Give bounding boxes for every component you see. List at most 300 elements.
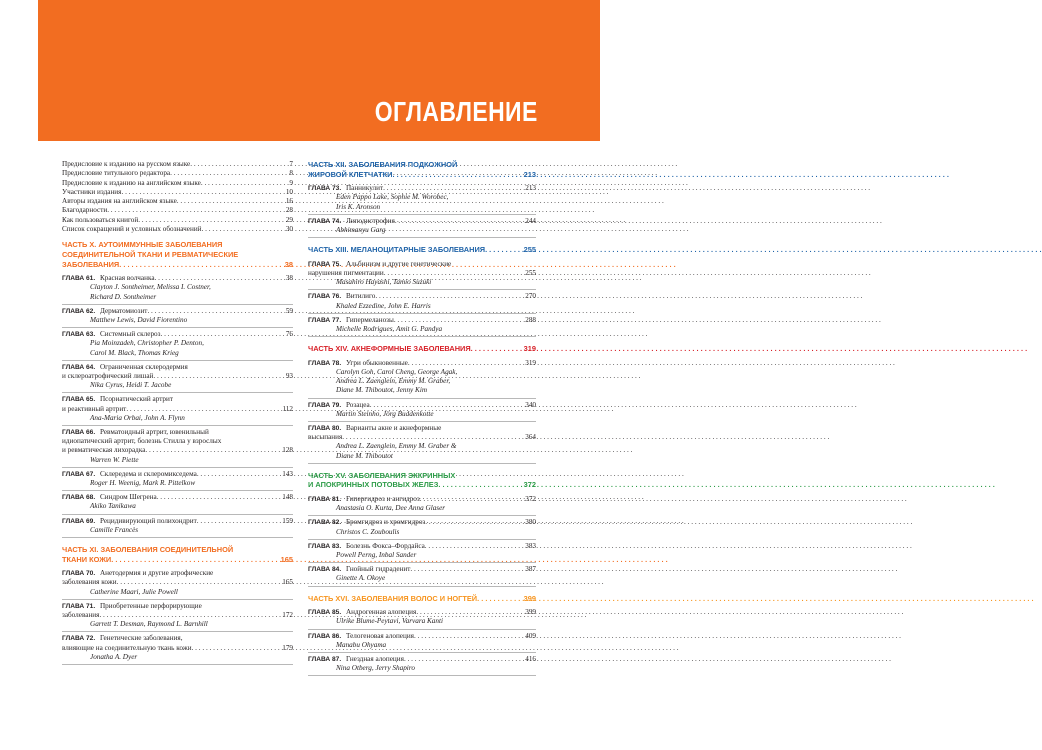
- front-matter-item[interactable]: [62, 197, 293, 206]
- chapter-authors: Diane M. Thiboutot, Jenny Kim: [336, 386, 428, 395]
- toc-line: [308, 655, 536, 664]
- part-heading-line: ЧАСТЬ XI. ЗАБОЛЕВАНИЯ СОЕДИНИТЕЛЬНОЙ: [62, 545, 234, 555]
- toc-line: [62, 197, 293, 206]
- toc-line: [62, 493, 293, 502]
- chapter-authors: Clayton J. Sontheimer, Melissa I. Costner,: [90, 283, 211, 292]
- toc-text: заболевания: [62, 611, 100, 620]
- chapter-authors: Michelle Rodrigues, Amit G. Pandya: [336, 325, 443, 334]
- chapter-entry[interactable]: [62, 393, 293, 426]
- page-number: 7: [289, 160, 293, 168]
- chapter-label: ГЛАВА 70.: [62, 570, 96, 578]
- toc-text: Андрогенная алопеция: [345, 608, 417, 617]
- front-matter-item[interactable]: [62, 160, 293, 169]
- chapter-entry[interactable]: [308, 215, 536, 238]
- toc-line: [308, 245, 536, 255]
- page-number: 399: [523, 593, 536, 603]
- toc-line: [62, 602, 293, 611]
- chapter-label: ГЛАВА 68.: [62, 494, 96, 502]
- leader-dots: [370, 401, 526, 410]
- toc-line-text: [62, 578, 117, 587]
- chapter-entry[interactable]: [308, 357, 536, 399]
- chapter-authors: Manabu Ohyama: [336, 640, 387, 649]
- toc-line: [308, 518, 536, 527]
- leader-dots: [342, 433, 525, 442]
- toc-text: ЖИРОВОЙ КЛЕТЧАТКИ: [308, 169, 393, 179]
- toc-text: Системный склероз: [99, 330, 161, 339]
- toc-text: Болезнь Фокса–Фордайса: [345, 541, 425, 550]
- toc-line-text: [308, 542, 425, 551]
- leader-dots: [177, 197, 286, 206]
- chapter-label: ГЛАВА 74.: [308, 217, 342, 225]
- toc-line-text: [62, 179, 201, 188]
- chapter-entry[interactable]: [308, 563, 536, 586]
- chapter-authors: Iris K. Aronson: [336, 202, 381, 211]
- part-heading[interactable]: [308, 594, 536, 604]
- toc-text: Рецидивирующий полихондрит: [99, 516, 197, 525]
- chapter-entry[interactable]: [308, 606, 536, 629]
- toc-text: Гнездная алопеция: [345, 655, 404, 664]
- leader-dots: [111, 555, 280, 565]
- toc-text: Красная волчанка: [99, 274, 155, 283]
- toc-line-text: [62, 517, 197, 526]
- leader-dots: [438, 480, 523, 490]
- toc-line: [308, 480, 536, 490]
- toc-text: и ревматическая лихорадка: [62, 446, 146, 455]
- leader-dots: [485, 245, 524, 255]
- chapter-authors: Powell Perng, Inbal Sander: [336, 551, 417, 560]
- leader-dots: [192, 644, 283, 653]
- toc-line-text: [308, 217, 395, 226]
- parts-right: [308, 160, 536, 676]
- toc-part: [62, 545, 293, 665]
- page-number: 9: [289, 178, 293, 187]
- toc-text: Гипергидроз и ангидроз: [345, 495, 420, 504]
- part-heading[interactable]: [308, 160, 536, 179]
- toc-text: Предисловие титульного редактора: [62, 169, 171, 178]
- leader-dots: [202, 225, 286, 234]
- toc-line-text: [62, 405, 126, 414]
- page-number: 387: [525, 565, 536, 574]
- toc-line: [308, 170, 536, 180]
- toc-line-text: [308, 344, 471, 354]
- toc-text: Варианты акне и акнеформные: [345, 424, 442, 433]
- toc-line: [62, 395, 293, 404]
- page-number: 30: [285, 225, 293, 234]
- chapter-authors: Jonatha A. Dyer: [90, 652, 138, 661]
- toc-text: Участники издания: [62, 187, 122, 196]
- page-number: 159: [282, 516, 293, 525]
- toc-line-text: [62, 611, 99, 620]
- front-matter-item[interactable]: [62, 188, 293, 197]
- leader-dots: [384, 269, 525, 278]
- page-number: 76: [285, 330, 293, 339]
- leader-dots: [160, 330, 285, 339]
- chapter-entry[interactable]: [62, 515, 293, 538]
- toc-line: [308, 594, 536, 604]
- chapter-label: ГЛАВА 84.: [308, 566, 342, 574]
- toc-line: [62, 260, 293, 270]
- page-number: 29: [285, 215, 293, 224]
- chapter-entry[interactable]: [308, 516, 536, 539]
- toc-text: Генетические заболевания,: [99, 634, 183, 643]
- toc-part: [308, 160, 536, 238]
- toc-text: Панникулит: [345, 184, 384, 193]
- toc-line: [62, 569, 293, 578]
- toc-line: [62, 578, 293, 587]
- toc-line-text: [62, 493, 157, 502]
- chapter-authors: Akiko Tanikawa: [90, 502, 136, 511]
- chapter-entry[interactable]: [62, 328, 293, 361]
- toc-line-text: [308, 480, 438, 490]
- leader-dots: [119, 260, 285, 270]
- toc-line: [308, 424, 536, 433]
- toc-text: Липодистрофия: [345, 216, 395, 225]
- part-heading[interactable]: [308, 471, 536, 490]
- chapter-label: ГЛАВА 82.: [308, 519, 342, 527]
- front-matter-item[interactable]: [62, 206, 293, 215]
- page-number: 383: [525, 541, 536, 550]
- part-heading[interactable]: [308, 344, 536, 354]
- toc-line-text: [62, 216, 138, 225]
- leader-dots: [197, 517, 282, 526]
- toc-line-text: [62, 160, 190, 169]
- page-number: 213: [525, 184, 536, 193]
- page-number: 372: [525, 495, 536, 504]
- chapter-authors: Andrea L. Zaenglein, Emmy M. Graber &: [336, 442, 457, 451]
- chapter-authors: Nika Cyrus, Heidi T. Jacobe: [90, 381, 172, 390]
- page-number: 340: [525, 400, 536, 409]
- part-heading[interactable]: [62, 545, 293, 564]
- chapter-entry[interactable]: [62, 305, 293, 328]
- chapter-label: ГЛАВА 77.: [308, 316, 342, 324]
- front-matter-item[interactable]: [62, 179, 293, 188]
- chapter-entry[interactable]: [62, 567, 293, 600]
- toc-line: [62, 372, 293, 381]
- toc-text: Ограниченная склеродермия: [99, 362, 188, 371]
- chapter-label: ГЛАВА 62.: [62, 307, 96, 315]
- leader-dots: [170, 169, 289, 178]
- chapter-label: ГЛАВА 81.: [308, 496, 342, 504]
- toc-line: [308, 260, 536, 269]
- toc-line: [308, 344, 536, 354]
- page-number: 372: [523, 480, 536, 490]
- toc-line: [62, 216, 293, 225]
- toc-line: [308, 184, 536, 193]
- toc-line: [62, 405, 293, 414]
- leader-dots: [121, 188, 285, 197]
- page-number: 38: [284, 259, 293, 269]
- toc-text: Как пользоваться книгой: [62, 215, 139, 224]
- toc-line-text: [62, 372, 153, 381]
- toc-text: Авторы издания на английском языке: [62, 197, 177, 206]
- header-banner: [38, 0, 600, 141]
- leader-dots: [414, 632, 525, 641]
- toc-line-text: [308, 401, 370, 410]
- toc-line-text: [62, 274, 155, 283]
- toc-text: Склередема и склеромикседема: [99, 469, 197, 478]
- toc-line-text: [62, 446, 145, 455]
- chapter-authors: Warren W. Piette: [90, 455, 139, 464]
- toc-text: Синдром Шегрена: [99, 493, 157, 502]
- toc-line-text: [62, 330, 160, 339]
- chapter-authors: Eden Pappo Lake, Sophie M. Worobec,: [336, 193, 449, 202]
- chapter-entry[interactable]: [62, 272, 293, 305]
- chapter-authors: Martin Steinho, Jörg Buddenkotte: [336, 409, 434, 418]
- toc-line-text: [308, 565, 410, 574]
- toc-line: [308, 608, 536, 617]
- toc-text: и реактивный артрит: [62, 404, 127, 413]
- leader-dots: [117, 578, 283, 587]
- page-number: 319: [525, 358, 536, 367]
- part-heading[interactable]: [62, 240, 293, 269]
- chapter-entry[interactable]: [308, 290, 536, 313]
- part-heading-line: ЧАСТЬ X. АУТОИММУННЫЕ ЗАБОЛЕВАНИЯ: [62, 240, 223, 250]
- chapter-label: ГЛАВА 78.: [308, 359, 342, 367]
- toc-line: [62, 437, 293, 446]
- toc-line-text: [308, 424, 441, 433]
- chapter-authors: Khaled Ezzedine, John E. Harris: [336, 301, 431, 310]
- parts-left: [62, 240, 293, 665]
- toc-line-text: [62, 470, 197, 479]
- toc-line-text: [62, 188, 121, 197]
- toc-text: Приобретенные перфорирующие: [99, 601, 202, 610]
- toc-line: [62, 363, 293, 372]
- leader-dots: [138, 216, 286, 225]
- chapter-entry[interactable]: [62, 468, 293, 491]
- page-number: 179: [282, 643, 293, 652]
- page-number: 28: [285, 206, 293, 215]
- chapter-authors: Ulrike Blume-Peytavi, Varvara Kanti: [336, 617, 443, 626]
- part-heading-line: СОЕДИНИТЕЛЬНОЙ ТКАНИ И РЕВМАТИЧЕСКИЕ: [62, 249, 239, 259]
- leader-dots: [408, 359, 525, 368]
- toc-text: ЗАБОЛЕВАНИЯ: [62, 259, 120, 269]
- toc-line: [62, 555, 293, 565]
- toc-text: Витилиго: [345, 292, 376, 301]
- page-number: 244: [525, 216, 536, 225]
- page-number: 270: [525, 292, 536, 301]
- toc-line: [62, 274, 293, 283]
- chapter-label: ГЛАВА 79.: [308, 401, 342, 409]
- chapter-authors: Matthew Lewis, David Fiorentino: [90, 315, 188, 324]
- chapter-entry[interactable]: [62, 361, 293, 394]
- toc-line: [62, 179, 293, 188]
- chapter-label: ГЛАВА 85.: [308, 609, 342, 617]
- leader-dots: [190, 160, 289, 169]
- page-number: 255: [523, 245, 536, 255]
- toc-line-text: [308, 518, 425, 527]
- chapter-entry[interactable]: [308, 258, 536, 291]
- front-matter-item[interactable]: [62, 169, 293, 178]
- toc-line-text: [308, 170, 392, 180]
- page-number: 255: [525, 269, 536, 277]
- toc-text: Бромгидроз и хромгидроз: [345, 518, 426, 527]
- toc-text: ЧАСТЬ XVI. ЗАБОЛЕВАНИЯ ВОЛОС И НОГТЕЙ: [308, 593, 478, 603]
- toc-text: Псориатический артрит: [99, 395, 174, 404]
- chapter-authors: Pia Moinzadeh, Christopher P. Denton,: [90, 339, 204, 348]
- page-number: 143: [282, 469, 293, 478]
- chapter-authors: Carol M. Black, Thomas Krieg: [90, 348, 179, 357]
- page-number: 399: [525, 608, 536, 617]
- chapter-authors: Camille Francès: [90, 525, 139, 534]
- leader-dots: [375, 292, 525, 301]
- toc-line-text: [62, 428, 209, 437]
- toc-line: [308, 433, 536, 442]
- toc-text: и склероатрофический лишай: [62, 371, 154, 380]
- toc-line-text: [62, 225, 202, 234]
- toc-line: [308, 542, 536, 551]
- page-title: ОГЛАВЛЕНИЕ: [375, 96, 538, 127]
- toc-line-text: [62, 644, 192, 653]
- toc-line: [62, 634, 293, 643]
- leader-dots: [153, 372, 285, 381]
- toc-text: Список сокращений и условных обозначений: [62, 225, 202, 234]
- toc-text: ЧАСТЬ XIV. АКНЕФОРМНЫЕ ЗАБОЛЕВАНИЯ: [308, 344, 471, 354]
- toc-text: Дерматомиозит: [99, 306, 148, 315]
- chapter-label: ГЛАВА 64.: [62, 363, 96, 371]
- chapter-entry[interactable]: [308, 182, 536, 215]
- leader-dots: [147, 307, 285, 316]
- chapter-authors: Abhimanyu Garg: [336, 226, 386, 234]
- toc-line-text: [308, 495, 420, 504]
- page-number: 213: [523, 169, 536, 179]
- page-number: 148: [282, 493, 293, 502]
- toc-line: [62, 160, 293, 169]
- chapter-label: ГЛАВА 67.: [62, 470, 96, 478]
- chapter-label: ГЛАВА 71.: [62, 602, 96, 610]
- leader-dots: [126, 405, 282, 414]
- toc-text: Предисловие к изданию на английском языке: [62, 178, 201, 187]
- part-heading[interactable]: [308, 245, 536, 255]
- toc-line-text: [62, 437, 221, 446]
- chapter-authors: Christos C. Zouboulis: [336, 527, 400, 536]
- chapter-label: ГЛАВА 87.: [308, 656, 342, 664]
- toc-line-text: [62, 260, 119, 270]
- leader-dots: [99, 611, 282, 620]
- toc-line: [62, 428, 293, 437]
- chapter-label: ГЛАВА 63.: [62, 331, 96, 339]
- chapter-label: ГЛАВА 65.: [62, 396, 96, 404]
- toc-line-text: [308, 245, 485, 255]
- toc-line-text: [62, 169, 170, 178]
- front-matter-item[interactable]: [62, 225, 293, 234]
- toc-text: Альбинизм и другие генетические: [345, 259, 452, 268]
- chapter-entry[interactable]: [308, 493, 536, 516]
- chapter-label: ГЛАВА 69.: [62, 517, 96, 525]
- toc-line: [62, 644, 293, 653]
- chapter-authors: Andrea L. Zaenglein, Emmy M. Graber,: [336, 377, 451, 386]
- front-matter-item[interactable]: [62, 216, 293, 225]
- toc-text: Ревматоидный артрит, ювенильный: [99, 428, 209, 436]
- leader-dots: [394, 316, 525, 325]
- page-number: 16: [285, 197, 293, 206]
- toc-line-text: [308, 608, 416, 617]
- toc-text: Телогеновая алопеция: [345, 631, 414, 640]
- toc-line: [62, 517, 293, 526]
- chapter-authors: Ana-Maria Orbai, John A. Flynn: [90, 413, 185, 422]
- leader-dots: [425, 518, 525, 527]
- toc-part: [308, 245, 536, 337]
- toc-line-text: [62, 206, 107, 215]
- toc-line-text: [62, 569, 213, 578]
- chapter-authors: Nina Otberg, Jerry Shapiro: [336, 664, 415, 673]
- page-number: 409: [525, 631, 536, 640]
- chapter-label: ГЛАВА 86.: [308, 632, 342, 640]
- toc-line-text: [308, 655, 404, 664]
- chapter-label: ГЛАВА 80.: [308, 425, 342, 433]
- toc-text: Анетодермия и другие атрофические: [99, 569, 214, 578]
- page-number: 10: [285, 187, 293, 196]
- page-number: 172: [282, 611, 293, 620]
- toc-text: Угри обыкновенные: [345, 358, 408, 367]
- toc-right-column: [308, 160, 536, 676]
- leader-dots: [477, 594, 524, 604]
- chapter-authors: Richard D. Sontheimer: [90, 292, 157, 301]
- leader-dots: [392, 170, 523, 180]
- toc-line: [62, 206, 293, 215]
- toc-text: влияющие на соединительную ткань кожи: [62, 643, 192, 652]
- toc-line-text: [308, 359, 408, 368]
- chapter-label: ГЛАВА 61.: [62, 275, 96, 283]
- page-number: 416: [525, 655, 536, 664]
- toc-line-text: [308, 632, 414, 641]
- chapter-entry[interactable]: [62, 632, 293, 665]
- page-number: 364: [525, 433, 536, 442]
- toc-text: ЧАСТЬ XIII. МЕЛАНОЦИТАРНЫЕ ЗАБОЛЕВАНИЯ: [308, 245, 486, 255]
- toc-line-text: [62, 602, 202, 611]
- toc-line: [62, 446, 293, 455]
- chapter-entry[interactable]: [308, 540, 536, 563]
- leader-dots: [404, 655, 525, 664]
- page-number: 112: [282, 404, 293, 413]
- chapter-authors: Garrett T. Desman, Raymond L. Barnhill: [90, 620, 208, 629]
- toc-line-text: [62, 363, 188, 372]
- toc-line-text: [308, 184, 383, 193]
- leader-dots: [416, 608, 525, 617]
- chapter-authors: Diane M. Thiboutot: [336, 451, 393, 460]
- chapter-entry[interactable]: [62, 491, 293, 514]
- chapter-entry[interactable]: [308, 653, 536, 676]
- toc-line-text: [308, 269, 384, 278]
- toc-line: [308, 632, 536, 641]
- chapter-label: ГЛАВА 66.: [62, 429, 96, 436]
- toc-left-column: [62, 160, 293, 665]
- page-number: 165: [282, 578, 293, 587]
- leader-dots: [155, 274, 286, 283]
- chapter-entry[interactable]: [62, 600, 293, 633]
- toc-text: ТКАНИ КОЖИ: [62, 554, 112, 564]
- chapter-authors: Anastasia O. Kurta, Dee Anna Glaser: [336, 504, 446, 513]
- toc-line: [62, 307, 293, 316]
- page-number: 8: [289, 169, 293, 178]
- chapter-label: ГЛАВА 73.: [308, 185, 342, 193]
- chapter-label: ГЛАВА 75.: [308, 260, 342, 268]
- leader-dots: [425, 542, 525, 551]
- chapter-entry[interactable]: [308, 314, 536, 337]
- toc-text: Предисловие к изданию на русском языке: [62, 160, 191, 168]
- chapter-entry[interactable]: [308, 630, 536, 653]
- toc-line: [308, 565, 536, 574]
- leader-dots: [201, 179, 290, 188]
- chapter-entry[interactable]: [308, 422, 536, 464]
- toc-part: [308, 471, 536, 587]
- page-number: 165: [280, 554, 293, 564]
- toc-text: нарушения пигментации: [308, 269, 384, 277]
- toc-text: Гипермеланозы: [345, 315, 394, 324]
- toc-text: Благодарности: [62, 206, 108, 215]
- toc-line: [308, 316, 536, 325]
- chapter-entry[interactable]: [308, 399, 536, 422]
- chapter-entry[interactable]: [62, 426, 293, 468]
